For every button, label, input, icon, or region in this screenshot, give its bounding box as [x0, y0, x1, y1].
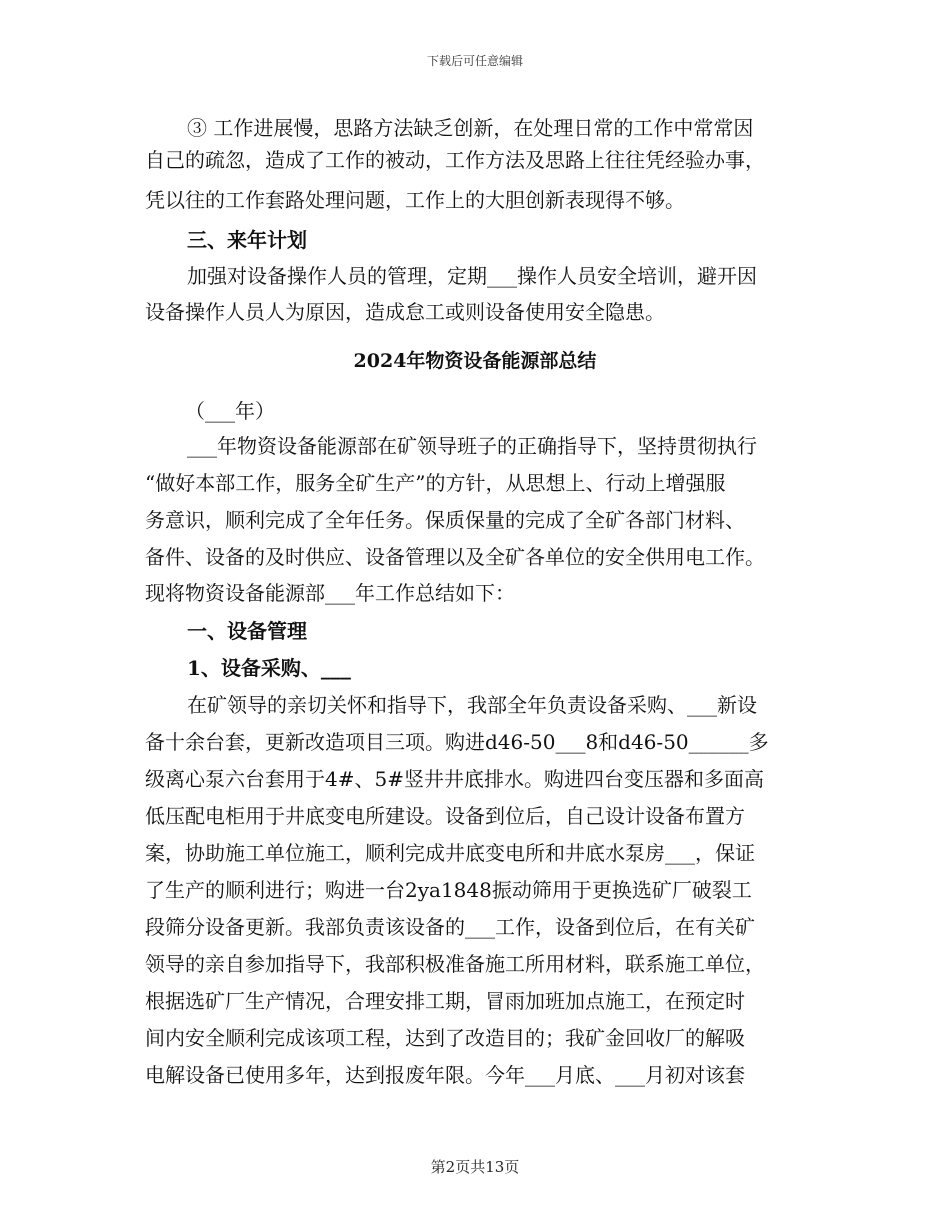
paragraph-line: 间内安全顺利完成该项工程，达到了改造目的；我矿金回收厂的解吸	[145, 1026, 745, 1050]
section-heading: 一、设备管理	[187, 619, 307, 643]
paragraph-line: 备件、设备的及时供应、设备管理以及全矿各单位的安全供用电工作。	[145, 545, 765, 569]
subsection-heading: 1、设备采购、___	[187, 656, 351, 680]
paragraph-line: 段筛分设备更新。我部负责该设备的___工作，设备到位后，在有关矿	[145, 915, 755, 939]
paragraph-line: 设备操作人员人为原因，造成怠工或则设备使用安全隐患。	[145, 300, 665, 324]
page-footer: 第2页共13页	[430, 1158, 520, 1176]
paragraph-line: 加强对设备操作人员的管理，定期___操作人员安全培训，避开因	[187, 264, 757, 288]
paragraph-line: 级离心泵六台套用于4#、5#竖井井底排水。购进四台变压器和多面高	[145, 767, 764, 791]
paragraph-line: ___年物资设备能源部在矿领导班子的正确指导下，坚持贯彻执行	[187, 434, 757, 458]
paragraph-line: 了生产的顺利进行；购进一台2ya1848振动筛用于更换选矿厂破裂工	[145, 878, 752, 902]
paragraph-line: ③ 工作进展慢，思路方法缺乏创新，在处理日常的工作中常常因	[187, 116, 754, 140]
paragraph-line: 领导的亲自参加指导下，我部积极准备施工所用材料，联系施工单位，	[145, 952, 765, 976]
paragraph-line: “做好本部工作，服务全矿生产”的方针，从思想上、行动上增强服	[145, 471, 726, 495]
year-line: （___年）	[185, 399, 275, 423]
paragraph-line: 电解设备已使用多年，达到报废年限。今年___月底、___月初对该套	[145, 1063, 745, 1087]
document-title: 2024年物资设备能源部总结	[353, 350, 597, 372]
paragraph-line: 根据选矿厂生产情况，合理安排工期，冒雨加班加点施工，在预定时	[145, 989, 745, 1013]
paragraph-line: 低压配电柜用于井底变电所建设。设备到位后，自己设计设备布置方	[145, 804, 745, 828]
paragraph-line: 自己的疏忽，造成了工作的被动，工作方法及思路上往往凭经验办事，	[145, 148, 765, 172]
paragraph-line: 备十余台套，更新改造项目三项。购进d46-50___8和d46-50______多	[145, 730, 769, 754]
section-heading: 三、来年计划	[187, 228, 307, 252]
paragraph-line: 凭以往的工作套路处理问题，工作上的大胆创新表现得不够。	[145, 188, 685, 212]
paragraph-line: 现将物资设备能源部___年工作总结如下：	[145, 581, 515, 605]
paragraph-line: 在矿领导的亲切关怀和指导下，我部全年负责设备采购、___新设	[187, 693, 757, 717]
paragraph-line: 案，协助施工单位施工，顺利完成井底变电所和井底水泵房___，保证	[145, 841, 755, 865]
paragraph-line: 务意识，顺利完成了全年任务。保质保量的完成了全矿各部门材料、	[145, 508, 745, 532]
page-header: 下载后可任意编辑	[426, 54, 523, 68]
